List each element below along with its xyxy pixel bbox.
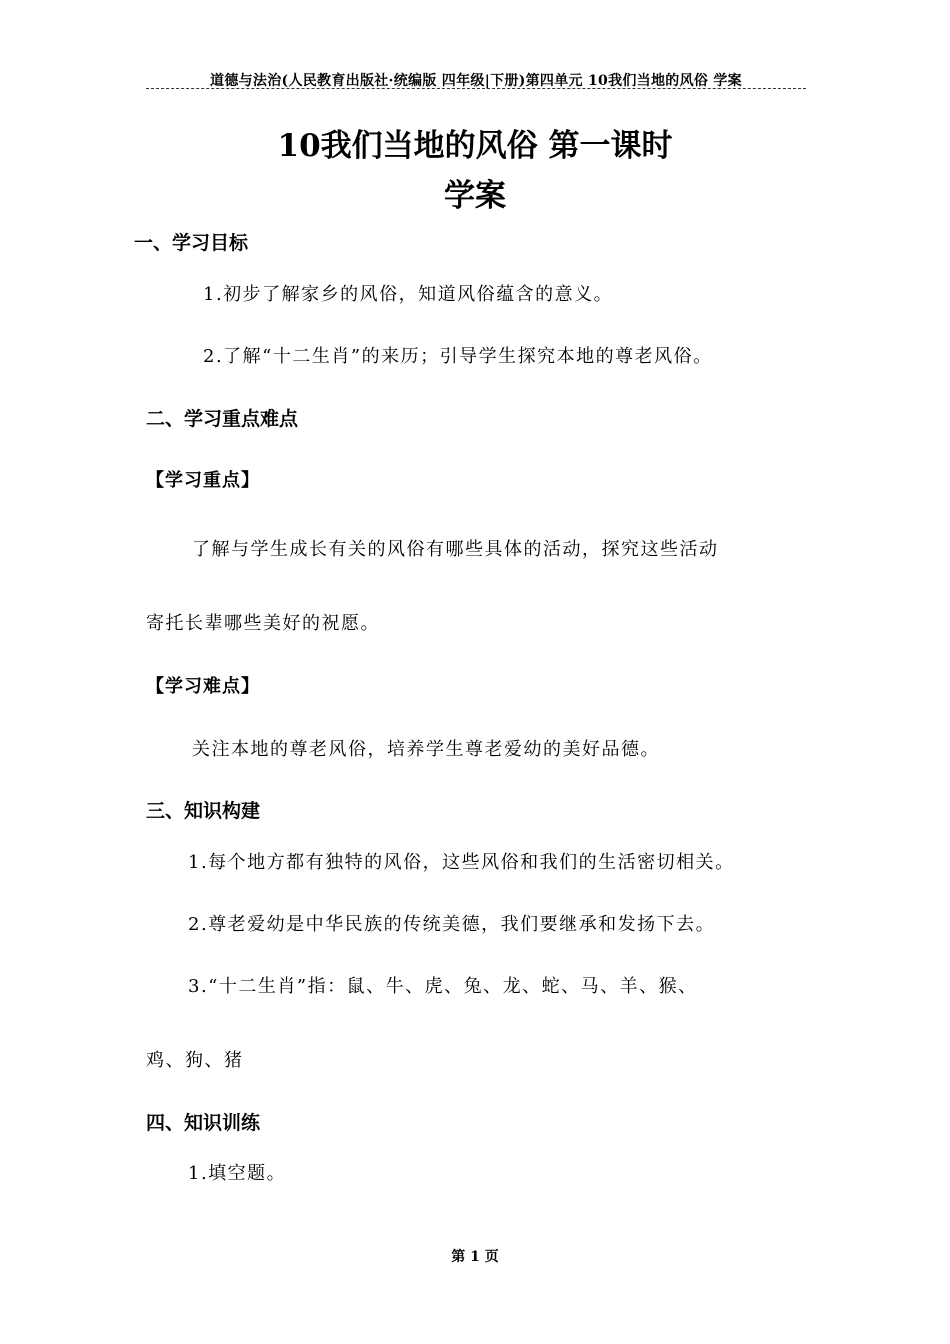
document-title: 10我们当地的风俗 第一课时 <box>277 128 673 164</box>
knowledge-item-1: 1.每个地方都有独特的风俗，这些风俗和我们的生活密切相关。 <box>188 852 735 873</box>
knowledge-item-3-line2: 鸡、狗、猪 <box>146 1050 244 1071</box>
section-heading-key-points: 二、学习重点难点 <box>146 408 299 430</box>
focus-text-line2: 寄托长辈哪些美好的祝愿。 <box>146 613 380 634</box>
page-number: 第 1 页 <box>451 1249 499 1265</box>
knowledge-item-2: 2.尊老爱幼是中华民族的传统美德，我们要继承和发扬下去。 <box>188 914 716 935</box>
training-item-1: 1.填空题。 <box>188 1163 287 1184</box>
difficulty-text: 关注本地的尊老风俗，培养学生尊老爱幼的美好品德。 <box>192 739 660 760</box>
document-subtitle: 学案 <box>444 178 506 214</box>
focus-text-line1: 了解与学生成长有关的风俗有哪些具体的活动，探究这些活动 <box>192 539 719 560</box>
goal-item-1: 1.初步了解家乡的风俗，知道风俗蕴含的意义。 <box>203 284 614 305</box>
knowledge-item-3-line1: 3.“十二生肖”指：鼠、牛、虎、兔、龙、蛇、马、羊、猴、 <box>188 976 698 997</box>
header-divider <box>146 88 806 89</box>
section-heading-goals: 一、学习目标 <box>134 232 249 254</box>
focus-label: 【学习重点】 <box>146 470 260 491</box>
section-heading-training: 四、知识训练 <box>146 1112 261 1134</box>
difficulty-label: 【学习难点】 <box>146 676 260 697</box>
section-heading-knowledge: 三、知识构建 <box>146 800 261 822</box>
goal-item-2: 2.了解“十二生肖”的来历；引导学生探究本地的尊老风俗。 <box>203 346 713 367</box>
page-header: 道德与法治(人民教育出版社·统编版 四年级|下册)第四单元 10我们当地的风俗 学案 <box>210 73 742 89</box>
